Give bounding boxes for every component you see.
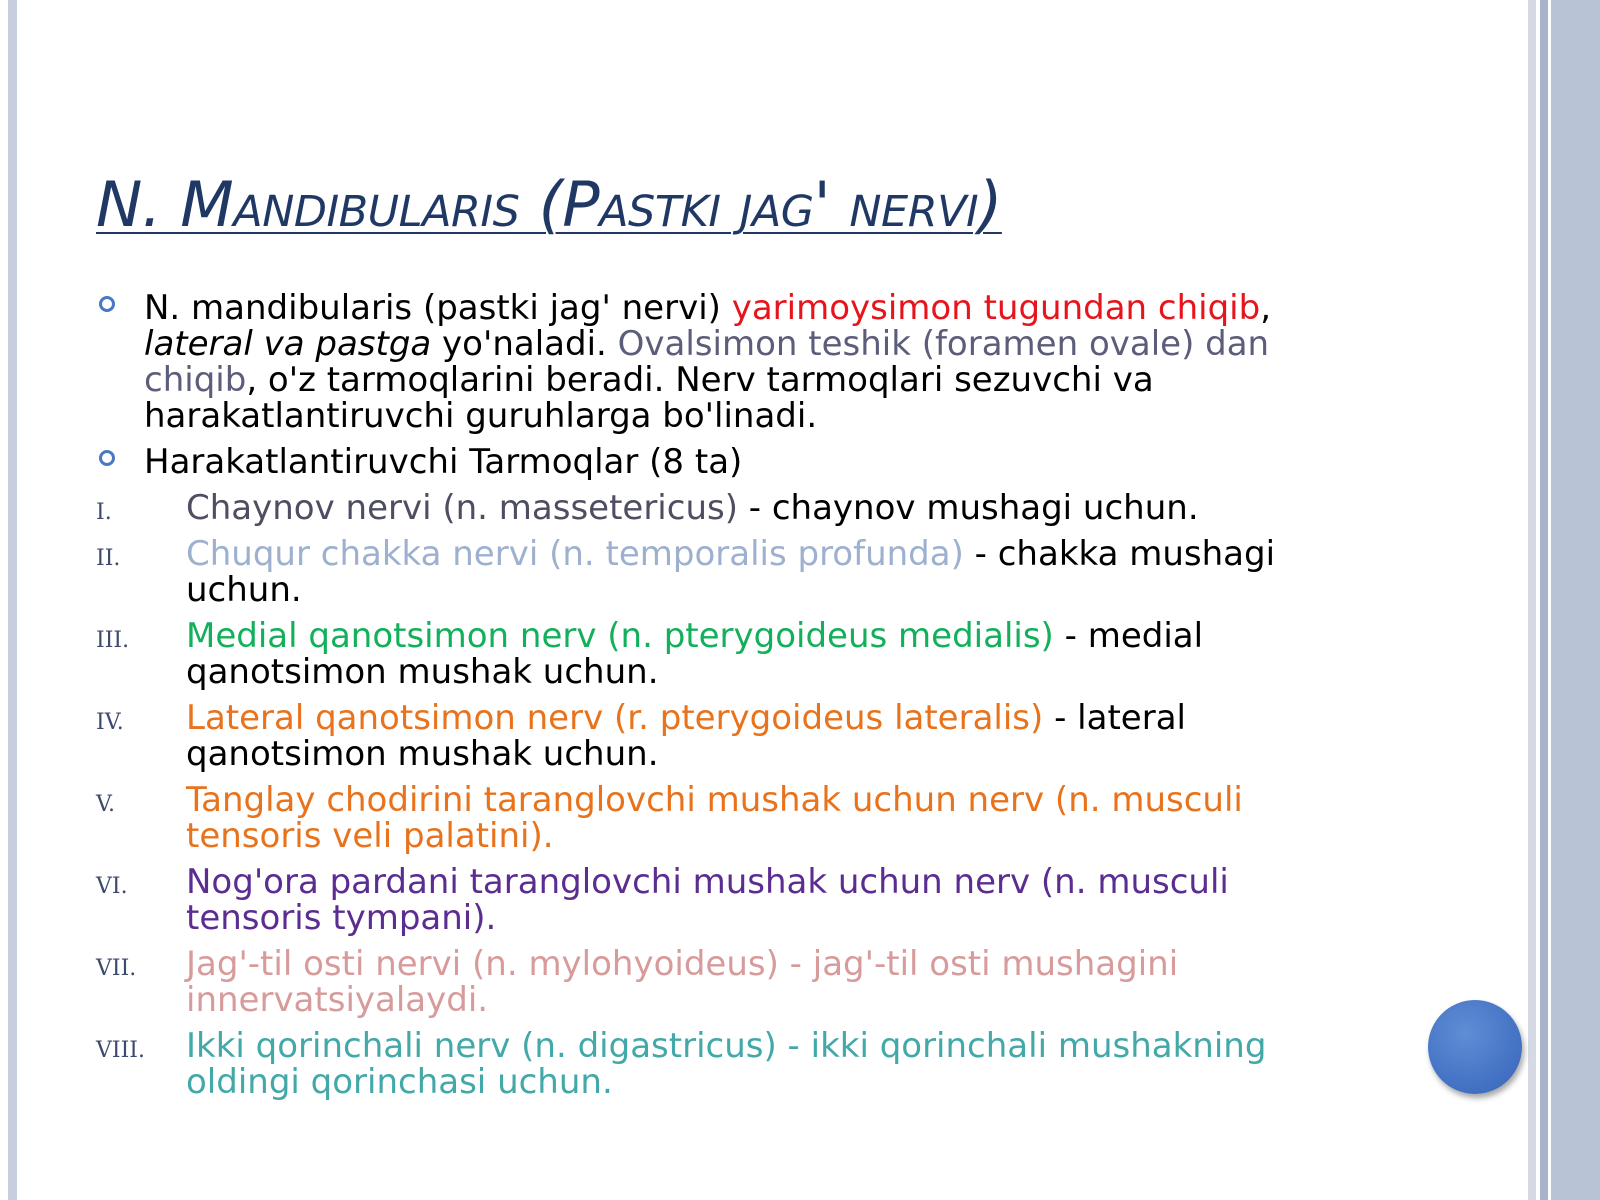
list-item-4 bbox=[96, 700, 1336, 772]
slide-frame-left bbox=[8, 0, 17, 1200]
list-item-term: Chaynov nervi (n. massetericus) bbox=[186, 488, 738, 528]
list-number: II. bbox=[96, 546, 121, 571]
list-number: VII. bbox=[96, 956, 137, 981]
list-item-term: Tanglay chodirini taranglovchi mushak uchun nerv (n. musculi tensoris veli palatini). bbox=[186, 780, 1243, 856]
list-item-desc: - medial qanotsimon mushak uchun. bbox=[186, 616, 1204, 692]
intro-text-red: yarimoysimon tugundan chiqib bbox=[731, 288, 1261, 328]
list-number: IV. bbox=[96, 710, 124, 735]
list-number: V. bbox=[96, 792, 116, 817]
slide-frame-right-inner bbox=[1528, 0, 1536, 1200]
slide-frame-right-outer bbox=[1540, 0, 1600, 1200]
circle-bullet-icon bbox=[99, 450, 115, 466]
list-item-term: Nog'ora pardani taranglovchi mushak uchun nerv (n. musculi tensoris tympani). bbox=[186, 862, 1229, 938]
list-number: I. bbox=[96, 500, 112, 525]
motor-branches-heading: Harakatlantiruvchi Tarmoqlar (8 ta) bbox=[144, 442, 743, 482]
list-item-1 bbox=[96, 490, 1336, 526]
list-item-desc: - chaynov mushagi uchun. bbox=[737, 488, 1199, 528]
intro-text-2: , bbox=[1260, 288, 1272, 328]
list-item-3 bbox=[96, 618, 1336, 690]
list-item-term: Jag'-til osti nervi (n. mylohyoideus) - jag'-til osti mushagini innervatsiyalaydi. bbox=[186, 944, 1179, 1020]
slide-action-button[interactable] bbox=[1428, 1000, 1522, 1094]
bullet-intro bbox=[96, 290, 1336, 434]
intro-text-italic: lateral va pastga bbox=[144, 324, 432, 364]
bullet-motor-branches bbox=[96, 444, 1336, 480]
list-item-8 bbox=[96, 1028, 1336, 1100]
list-item-term: Lateral qanotsimon nerv (r. pterygoideus lateralis) bbox=[186, 698, 1044, 738]
list-item-6 bbox=[96, 864, 1336, 936]
intro-text-1: N. mandibularis (pastki jag' nervi) bbox=[144, 288, 732, 328]
list-item-desc: - chakka mushagi uchun. bbox=[186, 534, 1276, 610]
list-number: III. bbox=[96, 628, 130, 653]
intro-text-4: , o'z tarmoqlarini beradi. Nerv tarmoqlari sezuvchi va harakatlantiruvchi guruhlarga bo'linadi. bbox=[144, 360, 1154, 436]
list-number: VI. bbox=[96, 874, 128, 899]
list-item-term: Chuqur chakka nervi (n. temporalis profunda) bbox=[186, 534, 964, 574]
list-item-term: Ikki qorinchali nerv (n. digastricus) - ikki qorinchali mushakning oldingi qorinchasi uchun. bbox=[186, 1026, 1267, 1102]
list-item-2 bbox=[96, 536, 1336, 608]
slide-content bbox=[96, 290, 1336, 1110]
list-item-term: Medial qanotsimon nerv (n. pterygoideus medialis) bbox=[186, 616, 1054, 656]
list-item-5 bbox=[96, 782, 1336, 854]
list-item-desc: - lateral qanotsimon mushak uchun. bbox=[186, 698, 1186, 774]
list-item-7 bbox=[96, 946, 1336, 1018]
list-number: VIII. bbox=[96, 1038, 145, 1063]
intro-text-slate: Ovalsimon teshik (foramen ovale) dan chiqib bbox=[144, 324, 1270, 400]
intro-text-3: yo'naladi. bbox=[431, 324, 618, 364]
slide-title: N. Mandibularis (Pastki jag' nervi) bbox=[96, 168, 1002, 241]
circle-bullet-icon bbox=[99, 296, 115, 312]
